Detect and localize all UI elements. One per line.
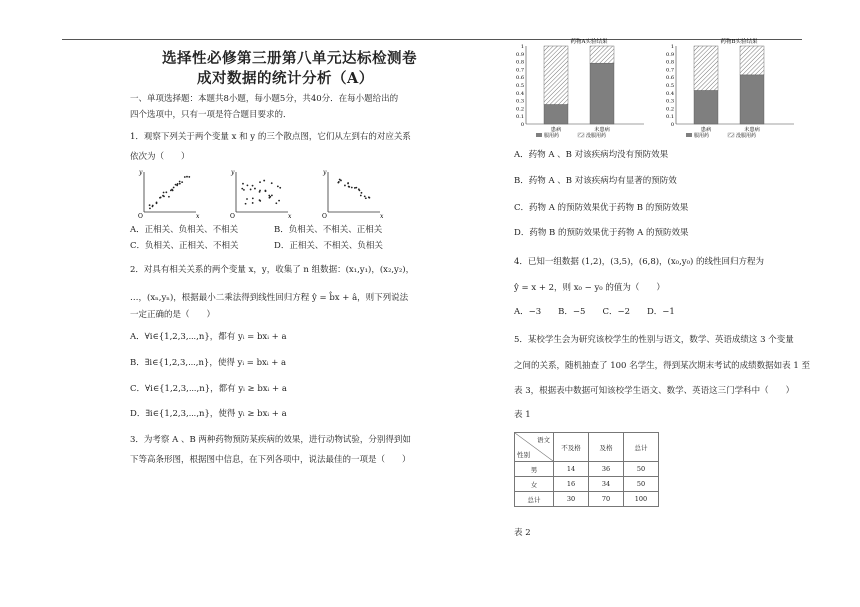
bar-took-drug (740, 75, 764, 124)
table-corner-cell (515, 433, 554, 462)
y-tick-label: 0.9 (516, 51, 524, 58)
scatter-point (152, 206, 154, 208)
scatter-point (186, 176, 188, 178)
scatter-point (252, 202, 254, 204)
table-cell: 总计 (515, 492, 554, 507)
q5-stem-3: 表 3，根据表中数据可知该校学生语文、数学、英语这三门学科中（ ） (514, 386, 795, 396)
scatter-point (247, 184, 249, 186)
q4-stem-2: ŷ = x + 2，则 x₀ − y₀ 的值为（ ） (514, 283, 665, 293)
scatter-point (259, 181, 261, 183)
bar-took-drug (694, 90, 718, 124)
scatter-point (165, 191, 167, 193)
scatter-point (348, 186, 350, 188)
scatter-point (245, 203, 247, 205)
q5-stem-2: 之间的关系，随机抽查了 100 名学生，得到某次期末考试的成绩数据如表 1 至 (514, 361, 810, 371)
q3-charts (512, 36, 812, 140)
section-instruction-2: 四个选项中，只有一项是符合题目要求的． (130, 110, 292, 120)
q1-option-b[interactable]: B．负相关、不相关、正相关 (274, 225, 383, 235)
x-category-label: 患病 (700, 127, 712, 133)
y-tick-label: 0.3 (666, 98, 674, 105)
scatter-point (254, 188, 256, 190)
scatter-point (347, 183, 349, 185)
q1-option-c[interactable]: C．负相关、正相关、不相关 (130, 241, 239, 251)
scatter-point (243, 189, 245, 191)
axis-origin-label: O (230, 213, 235, 220)
table-row (515, 492, 659, 507)
x-category-label: 未患病 (744, 127, 760, 133)
q2-option-a[interactable]: A．∀i∈{1,2,3,⋯,n}，都有 yᵢ = bxᵢ + a (130, 332, 287, 342)
table-corner-top: 语文 (537, 436, 550, 444)
scatter-point (271, 182, 273, 184)
table2-label: 表 2 (514, 528, 531, 538)
bar-no-drug (544, 46, 568, 105)
scatter-point (344, 185, 346, 187)
axis-x-label: x (196, 213, 200, 220)
scatter-point (359, 189, 361, 191)
y-tick-label: 0 (670, 122, 674, 128)
legend-swatch (686, 133, 692, 137)
y-tick-label: 0.8 (666, 59, 674, 66)
q1-option-d[interactable]: D．正相关、不相关、负相关 (274, 241, 383, 251)
scatter-point (265, 190, 267, 192)
chart-title: 药物A实验结果 (570, 39, 608, 45)
scatter-point (241, 188, 243, 190)
table-cell: 70 (589, 492, 624, 507)
y-tick-label: 0.6 (666, 75, 674, 82)
scatter-point (175, 184, 177, 186)
scatter-point (361, 192, 363, 194)
table-row (515, 462, 659, 477)
axis-origin-label: O (322, 213, 327, 220)
q4-options[interactable]: A．−3 B．−5 C．−2 D．−1 (514, 307, 675, 317)
q3-option-d[interactable]: D．药物 B 的预防效果优于药物 A 的预防效果 (514, 228, 689, 238)
y-tick-label: 0.1 (516, 114, 524, 121)
scatter-point (271, 194, 273, 196)
bar-no-drug (694, 46, 718, 90)
page-subtitle: 成对数据的统计分析（A） (197, 70, 374, 87)
table-cell: 14 (554, 462, 589, 477)
y-tick-label: 0.7 (516, 67, 524, 74)
table-col-header: 总计 (624, 433, 659, 462)
scatter-point (163, 196, 165, 198)
scatter-point (173, 187, 175, 189)
scatter-point (252, 197, 254, 199)
table-cell: 男 (515, 462, 554, 477)
y-tick-label: 0.8 (516, 59, 524, 66)
scatter-point (337, 182, 339, 184)
table-cell: 36 (589, 462, 624, 477)
scatter-point (259, 190, 261, 192)
table-col-header: 及格 (589, 433, 624, 462)
y-tick-label: 0.5 (666, 83, 674, 89)
scatter-point (279, 187, 281, 189)
y-tick-label: 0.3 (516, 98, 524, 105)
scatter-point (263, 180, 265, 182)
y-tick-label: 0.7 (666, 67, 674, 74)
bar-took-drug (590, 63, 614, 124)
scatter-point (275, 202, 277, 204)
y-tick-label: 0 (520, 122, 524, 128)
q2-option-b[interactable]: B．∃i∈{1,2,3,⋯,n}，使得 yᵢ = bxᵢ + a (130, 358, 287, 368)
q3-option-a[interactable]: A．药物 A 、B 对该疾病均没有预防效果 (514, 150, 669, 160)
y-tick-label: 0.4 (666, 90, 674, 97)
q1-stem: 1．观察下列关于两个变量 x 和 y 的三个散点图，它们从左到右的对应关系 (130, 132, 411, 142)
scatter-point (184, 176, 186, 178)
legend-swatch (578, 133, 584, 137)
y-tick-label: 0.1 (666, 114, 674, 121)
legend-swatch (728, 133, 734, 137)
legend-swatch (536, 133, 542, 137)
q5-stem: 5．某校学生会为研究该校学生的性别与语文，数学、英语成绩这 3 个变量 (514, 335, 794, 345)
scatter-point (252, 185, 254, 187)
x-category-label: 患病 (550, 127, 562, 133)
scatter-point (340, 180, 342, 182)
bar-no-drug (590, 46, 614, 63)
q3-option-b[interactable]: B．药物 A 、B 对该疾病均有显著的预防效 (514, 176, 677, 186)
scatter-point (149, 204, 151, 206)
scatter-point (160, 197, 162, 199)
y-tick-label: 1 (670, 44, 674, 50)
y-tick-label: 1 (520, 44, 524, 50)
legend-label: 服用药 (544, 133, 560, 139)
q1-scatter-plots (128, 168, 418, 220)
y-tick-label: 0.9 (666, 51, 674, 58)
table-cell: 30 (554, 492, 589, 507)
chart-title: 药物B实验结果 (720, 39, 758, 45)
y-tick-label: 0.4 (516, 90, 524, 97)
q4-stem: 4．已知一组数据 (1,2)，(3,5)，(6,8)，(x₀,y₀) 的线性回归方程为 (514, 257, 765, 267)
legend-label: 没服用药 (586, 133, 607, 139)
table-cell: 50 (624, 462, 659, 477)
y-tick-label: 0.6 (516, 75, 524, 82)
legend-label: 没服用药 (736, 133, 757, 139)
chart-drug-b (666, 37, 794, 139)
legend-label: 服用药 (694, 133, 710, 139)
x-category-label: 未患病 (594, 127, 610, 133)
table1-label: 表 1 (514, 410, 531, 420)
scatter-point (360, 195, 362, 197)
scatter-point (168, 196, 170, 198)
axis-y-label: y (323, 169, 327, 176)
scatter-point (250, 189, 252, 191)
scatter-point (277, 185, 279, 187)
table-1 (514, 432, 659, 507)
y-tick-label: 0.2 (666, 106, 674, 113)
q2-stem-2: …，(xₙ,yₙ)，根据最小二乘法得到线性回归方程 ŷ = b̂x + â，则下列说法 (130, 293, 409, 303)
q2-option-d[interactable]: D．∃i∈{1,2,3,⋯,n}，使得 yᵢ ≥ bxᵢ + a (130, 409, 287, 419)
scatter-point (365, 197, 367, 199)
scatter-point (172, 190, 174, 192)
table-cell: 50 (624, 477, 659, 492)
q2-stem-3: 一定正确的是（ ） (130, 310, 216, 320)
q3-stem-2: 下等高条形图，根据图中信息，在下列各项中，说法最佳的一项是（ ） (130, 455, 411, 465)
axis-y-label: y (231, 169, 235, 176)
q2-stem: 2．对具有相关关系的两个变量 x，y，收集了 n 组数据：(x₁,y₁)，(x₂,y₂)， (130, 265, 415, 275)
scatter-point (149, 207, 151, 209)
page-title: 选择性必修第三册第八单元达标检测卷 (162, 50, 417, 67)
scatter-point (179, 183, 181, 185)
axis-x-label: x (288, 213, 292, 220)
scatter-point (351, 187, 353, 189)
table-cell: 34 (589, 477, 624, 492)
y-tick-label: 0.2 (516, 106, 524, 113)
axis-y-label: y (139, 169, 143, 176)
q2-option-c[interactable]: C．∀i∈{1,2,3,⋯,n}，都有 yᵢ ≥ bxᵢ + a (130, 384, 287, 394)
table-cell: 女 (515, 477, 554, 492)
bar-no-drug (740, 46, 764, 75)
scatter-point (242, 183, 244, 185)
table-corner-bottom: 性别 (517, 451, 530, 459)
table-col-header: 不及格 (554, 433, 589, 462)
bar-took-drug (544, 105, 568, 125)
scatter-point (170, 189, 172, 191)
section-instruction: 一、单项选择题：本题共8小题，每小题5分，共40分．在每小题给出的 (130, 94, 399, 104)
scatter-point (188, 176, 190, 178)
y-tick-label: 0.5 (516, 83, 524, 89)
scatter-point (354, 187, 356, 189)
table-cell: 16 (554, 477, 589, 492)
scatter-point (246, 198, 248, 200)
scatter-point (368, 196, 370, 198)
table-row (515, 477, 659, 492)
table-cell: 100 (624, 492, 659, 507)
axis-origin-label: O (138, 213, 143, 220)
scatter-point (176, 184, 178, 186)
chart-drug-a (516, 37, 644, 139)
q3-stem: 3．为考察 A 、B 两种药物预防某疾病的效果，进行动物试验，分别得到如 (130, 435, 411, 445)
scatter-point (156, 202, 158, 204)
q1-option-a[interactable]: A．正相关、负相关、不相关 (130, 225, 239, 235)
axis-x-label: x (380, 213, 384, 220)
scatter-point (179, 181, 181, 183)
scatter-point (364, 195, 366, 197)
scatter-point (259, 200, 261, 202)
scatter-point (269, 196, 271, 198)
q3-option-c[interactable]: C．药物 A 的预防效果优于药物 B 的预防效果 (514, 203, 689, 213)
q1-stem-2: 依次为（ ） (130, 152, 190, 162)
scatter-point (181, 181, 183, 183)
scatter-point (163, 192, 165, 194)
scatter-point (278, 200, 280, 202)
table-header-row (515, 433, 659, 462)
